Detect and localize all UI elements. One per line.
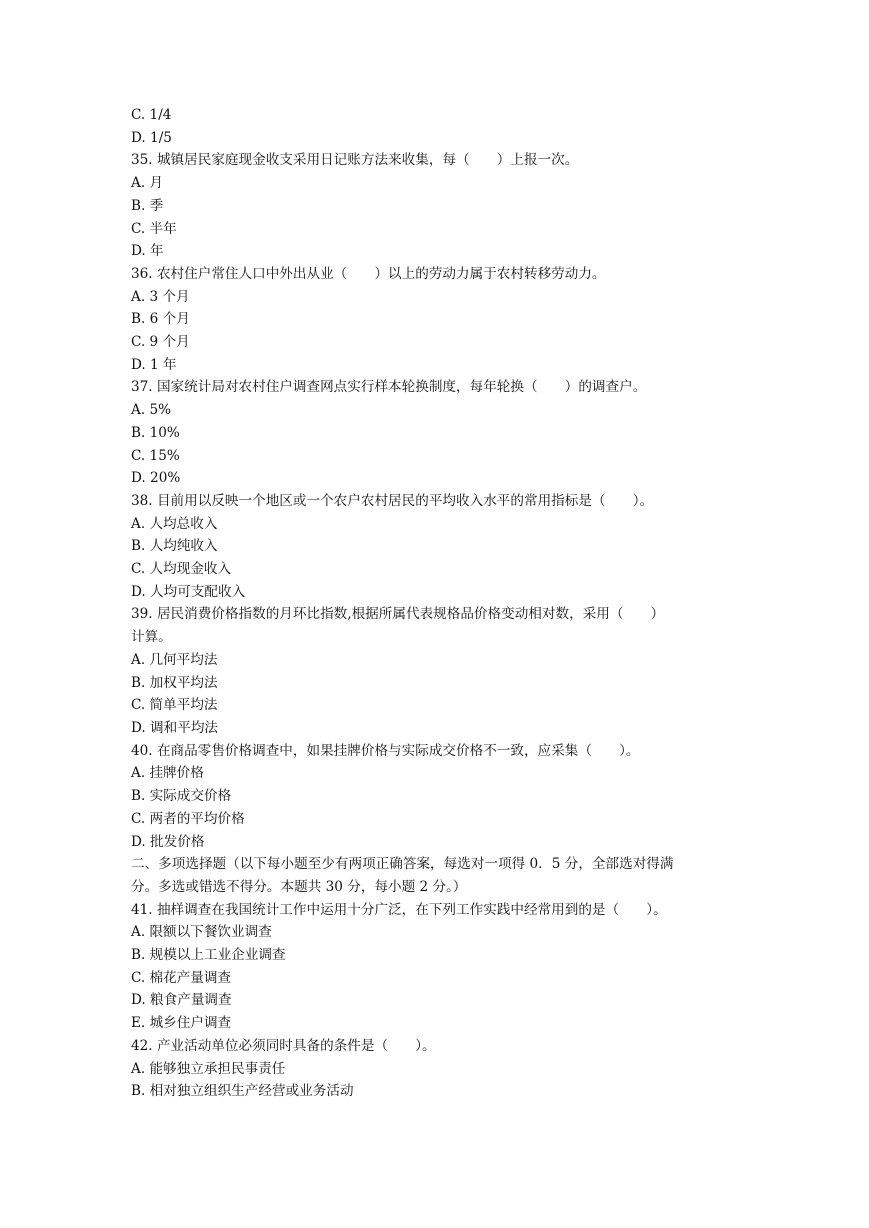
option-c-q35: C. 半年 [131,220,177,237]
section-heading-multiple-choice: 二、多项选择题（以下每小题至少有两项正确答案，每选对一项得 0．5 分，全部选对得满 [131,856,674,873]
option-c-q36: C. 9 个月 [131,334,190,351]
question-36: 36. 农村住户常住人口中外出从业（ ）以上的劳动力属于农村转移劳动力。 [131,265,606,282]
option-a-q37: A. 5% [131,402,172,419]
section-heading-continued: 分。多选或错选不得分。本题共 30 分，每小题 2 分。） [131,878,467,895]
option-b-q37: B. 10% [131,424,180,441]
option-d-q39: D. 调和平均法 [131,719,219,736]
option-d-q35: D. 年 [131,243,164,260]
option-b-q40: B. 实际成交价格 [131,788,232,805]
option-b-q35: B. 季 [131,197,164,214]
option-b-q36: B. 6 个月 [131,311,190,328]
question-37: 37. 国家统计局对农村住户调查网点实行样本轮换制度，每年轮换（ ）的调查户。 [131,379,647,396]
option-e-q41: E. 城乡住户调查 [131,1015,232,1032]
option-d-q34: D. 1/5 [131,129,172,146]
question-35: 35. 城镇居民家庭现金收支采用日记账方法来收集，每（ ）上报一次。 [131,152,579,169]
question-42: 42. 产业活动单位必须同时具备的条件是（ ）。 [131,1037,436,1054]
option-c-q41: C. 棉花产量调查 [131,969,232,986]
question-38: 38. 目前用以反映一个地区或一个农户农村居民的平均收入水平的常用指标是（ ）。 [131,492,654,509]
question-39-continued: 计算。 [131,629,172,646]
option-b-q38: B. 人均纯收入 [131,538,218,555]
option-a-q35: A. 月 [131,175,164,192]
option-d-q36: D. 1 年 [131,356,177,373]
option-c-q34: C. 1/4 [131,107,172,123]
option-a-q38: A. 人均总收入 [131,515,218,532]
document-page [131,104,751,1103]
option-b-q42: B. 相对独立组织生产经营或业务活动 [131,1083,354,1100]
option-c-q39: C. 简单平均法 [131,697,218,714]
option-a-q40: A. 挂牌价格 [131,765,204,782]
option-d-q38: D. 人均可支配收入 [131,583,246,600]
option-a-q36: A. 3 个月 [131,288,190,305]
option-c-q38: C. 人均现金收入 [131,561,232,578]
option-d-q37: D. 20% [131,470,181,487]
option-c-q40: C. 两者的平均价格 [131,810,245,827]
question-40: 40. 在商品零售价格调查中，如果挂牌价格与实际成交价格不一致，应采集（ ）。 [131,742,640,759]
option-c-q37: C. 15% [131,447,180,464]
option-d-q41: D. 粮食产量调查 [131,992,232,1009]
option-a-q39: A. 几何平均法 [131,651,218,668]
option-b-q39: B. 加权平均法 [131,674,218,691]
option-d-q40: D. 批发价格 [131,833,205,850]
option-b-q41: B. 规模以上工业企业调查 [131,947,286,964]
question-41: 41. 抽样调查在我国统计工作中运用十分广泛，在下列工作实践中经常用到的是（ ）。 [131,901,667,918]
option-a-q41: A. 限额以下餐饮业调查 [131,924,272,941]
question-39: 39. 居民消费价格指数的月环比指数,根据所属代表规格品价格变动相对数，采用（ ） [131,606,665,623]
option-a-q42: A. 能够独立承担民事责任 [131,1060,286,1077]
